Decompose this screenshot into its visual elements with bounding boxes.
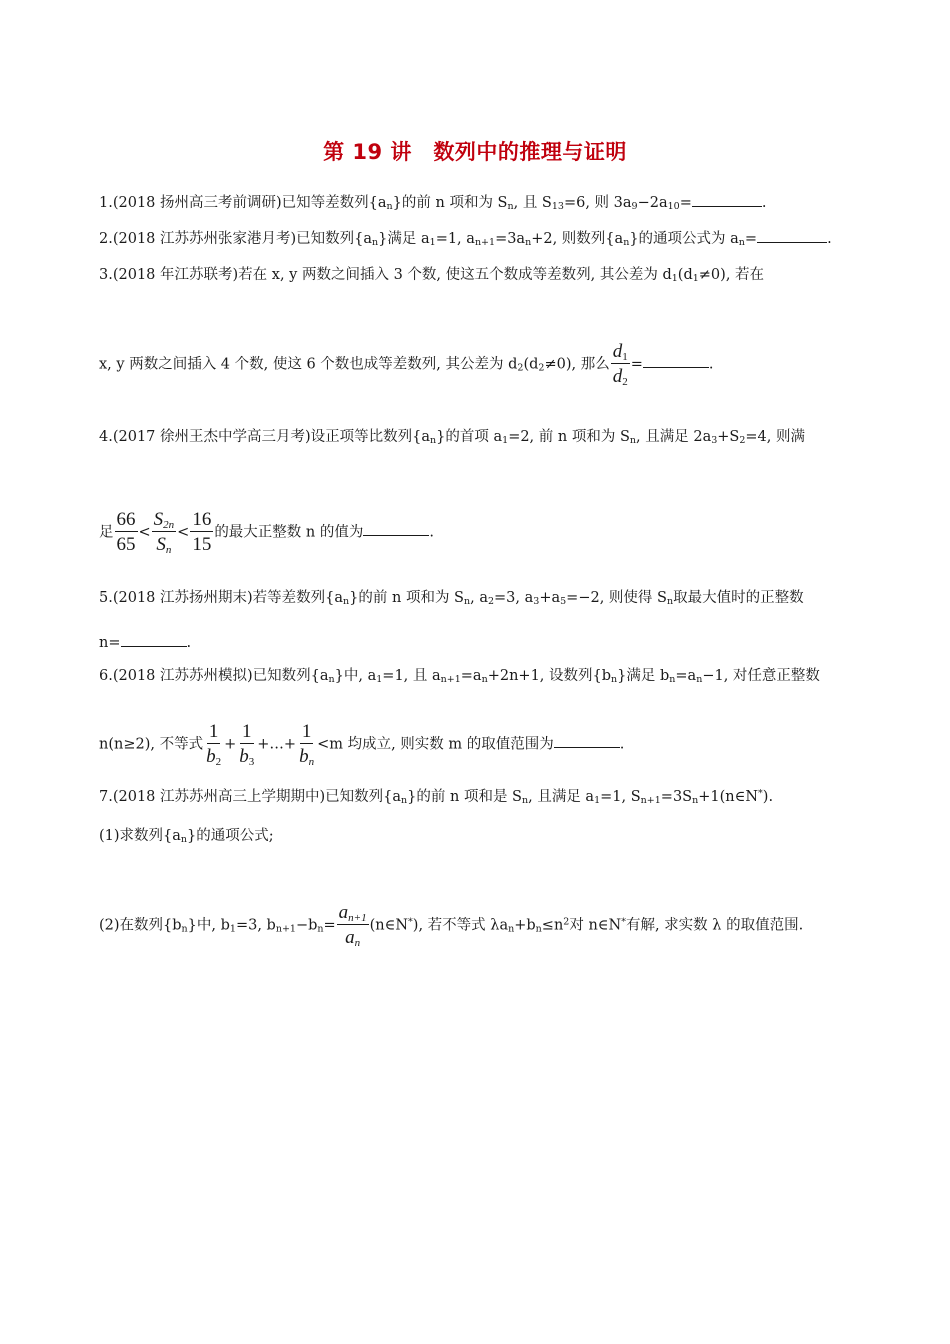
fraction-s2n-sn: $\frac{S_{2n}}{S_n}$ [153,509,175,556]
question-7: 7.(2018 江苏苏州高三上学期期中)已知数列$\{a_n\}$的前 n 项和是 $S_n$, 且满足 $a_1=1$, $S_{n+1}=3S_n+1(n\in N^*)$. [99,788,774,806]
page-title: 第 19 讲 数列中的推理与证明 [323,140,627,164]
question-7-part-1: (1)求数列$\{a_n\}$的通项公式; [99,828,274,845]
question-6: 6.(2018 江苏苏州模拟)已知数列$\{a_n\}$中, $a_1=1$, 且 $a_{n+1}=a_n+2n+1$, 设数列$\{b_n\}$满足 $b_n=a_n-1$, 对任意正整数 [99,668,820,685]
question-3-cont: x, y 两数之间插入 4 个数, 使这 6 个数也成等差数列, 其公差为 $d_2(d_2\ne 0)$, 那么 $\frac{d_1}{d_2}$ = . [99,341,714,388]
question-5-cont: n= . [99,635,192,651]
fraction-d1-d2: $\frac{d_1}{d_2}$ [612,341,628,388]
answer-blank[interactable] [363,523,429,536]
fraction-1-b3: $\frac{1}{b_3}$ [239,721,255,768]
question-5: 5.(2018 江苏扬州期末)若等差数列$\{a_n\}$的前 n 项和为 $S_n$, $a_2=3$, $a_3+a_5=-2$, 则使得 $S_n$取最大值时的正整数 [99,590,804,607]
fraction-16-15: $\frac{16}{15}$ [192,509,212,555]
fraction-1-b2: $\frac{1}{b_2}$ [206,721,222,768]
question-2: 2.(2018 江苏苏州张家港月考)已知数列$\{a_n\}$满足 $a_1=1$, $a_{n+1}=3a_n+2$, 则数列$\{a_n\}$的通项公式为 $a_n=$ . [99,231,832,248]
fraction-66-65: $\frac{66}{65}$ [116,509,136,555]
question-3: 3.(2018 年江苏联考)若在 x, y 两数之间插入 3 个数, 使这五个数成等差数列, 其公差为 $d_1(d_1\ne 0)$, 若在 [99,267,765,284]
answer-blank[interactable] [692,194,762,207]
question-4-cont: 足 $\frac{66}{65}$ < $\frac{S_{2n}}{S_n}$ < $\frac{16}{15}$ 的最大正整数 n 的值为 . [99,509,434,556]
fraction-an1-an: $\frac{a_{n+1}}{a_n}$ [338,902,367,949]
question-4: 4.(2017 徐州王杰中学高三月考)设正项等比数列$\{a_n\}$的首项 $a_1=2$, 前 n 项和为 $S_n$, 且满足 $2a_3+S_2=4$, 则满 [99,429,805,446]
answer-blank[interactable] [643,355,709,368]
answer-blank[interactable] [757,230,827,243]
fraction-1-bn: $\frac{1}{b_n}$ [299,721,315,768]
question-6-cont: n(n≥2), 不等式 $\frac{1}{b_2}$ + $\frac{1}{b_3}$ +…+ $\frac{1}{b_n}$ <m 均成立, 则实数 m 的取值范围为 . [99,721,625,768]
question-7-part-2: (2)在数列$\{b_n\}$中, $b_1=3$, $b_{n+1}-b_n=$ $\frac{a_{n+1}}{a_n}$ (n∈N*), 若不等式 $\lambda a_n+b_n\le n^2$对 n∈N*有解, 求实数 λ 的取值范围. [99,902,804,949]
question-1: 1.(2018 扬州高三考前调研)已知等差数列$\{a_n\}$的前 n 项和为 $S_n$, 且 $S_{13}=6$, 则 $3a_9-2a_{10}=$ . [99,195,767,212]
answer-blank[interactable] [554,735,620,748]
answer-blank[interactable] [121,634,187,647]
